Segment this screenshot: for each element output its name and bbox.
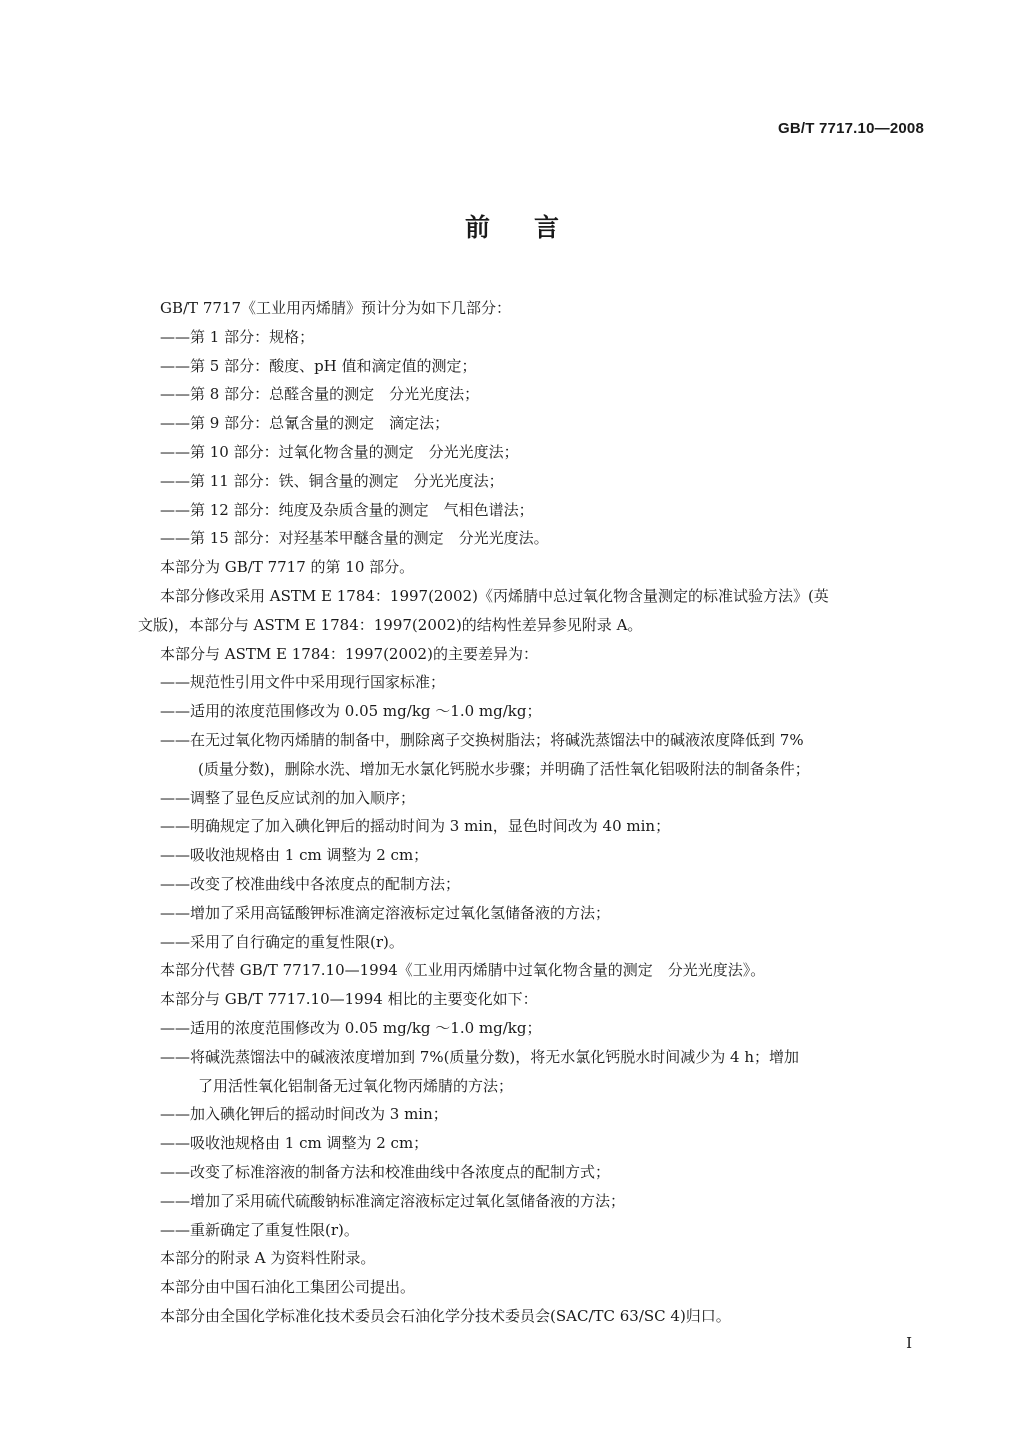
- list-item-line: ——增加了采用硫代硫酸钠标准滴定溶液标定过氧化氢储备液的方法；: [160, 1191, 626, 1210]
- list-item-line: ——将碱洗蒸馏法中的碱液浓度增加到 7%(质量分数)，将无水氯化钙脱水时间减少为 4 h；增加: [160, 1047, 800, 1066]
- paragraph-line: GB/T 7717《工业用丙烯腈》预计分为如下几部分：: [160, 299, 512, 317]
- list-item-line: ——第 5 部分：酸度、pH 值和滴定值的测定；: [160, 356, 477, 375]
- list-item-line: ——第 9 部分：总氰含量的测定 滴定法；: [160, 414, 450, 433]
- list-item-line: 了用活性氧化铝制备无过氧化物丙烯腈的方法；: [198, 1076, 514, 1095]
- list-item-line: ——第 11 部分：铁、铜含量的测定 分光光度法；: [160, 471, 504, 490]
- paragraph-line: 本部分修改采用 ASTM E 1784：1997(2002)《丙烯腈中总过氧化物含量测定的标准试验方法》(英: [160, 586, 829, 605]
- foreword-body: [138, 294, 938, 1331]
- list-item-line: ——在无过氧化物丙烯腈的制备中，删除离子交换树脂法；将碱洗蒸馏法中的碱液浓度降低到 7%: [160, 730, 804, 749]
- paragraph-line: 本部分的附录 A 为资料性附录。: [160, 1249, 376, 1268]
- list-item-line: ——明确规定了加入碘化钾后的摇动时间为 3 min，显色时间改为 40 min；: [160, 817, 671, 836]
- page-title: 前言: [464, 213, 603, 242]
- standard-code: GB/T 7717.10—2008: [778, 120, 924, 137]
- paragraph-line: 本部分代替 GB/T 7717.10—1994《工业用丙烯腈中过氧化物含量的测定 分光光度法》。: [160, 961, 766, 980]
- page-number: I: [906, 1334, 912, 1352]
- list-item-line: ——采用了自行确定的重复性限(r)。: [160, 932, 404, 951]
- list-item-line: ——改变了校准曲线中各浓度点的配制方法；: [160, 874, 461, 893]
- list-item-line: ——调整了显色反应试剂的加入顺序；: [160, 788, 416, 807]
- paragraph-line: 本部分为 GB/T 7717 的第 10 部分。: [160, 558, 415, 577]
- list-item-line: (质量分数)，删除水洗、增加无水氯化钙脱水步骤；并明确了活性氧化铝吸附法的制备条件；: [198, 759, 810, 778]
- list-item-line: ——适用的浓度范围修改为 0.05 mg/kg ～1.0 mg/kg；: [160, 702, 542, 721]
- paragraph-line: 本部分与 ASTM E 1784：1997(2002)的主要差异为：: [160, 644, 538, 663]
- list-item-line: ——第 1 部分：规格；: [160, 327, 315, 346]
- list-item-line: ——吸收池规格由 1 cm 调整为 2 cm；: [160, 846, 429, 865]
- list-item-line: ——重新确定了重复性限(r)。: [160, 1220, 359, 1239]
- list-item-line: ——适用的浓度范围修改为 0.05 mg/kg ～1.0 mg/kg；: [160, 1018, 542, 1037]
- list-item-line: ——规范性引用文件中采用现行国家标准；: [160, 673, 446, 692]
- list-item-line: ——第 10 部分：过氧化物含量的测定 分光光度法；: [160, 442, 519, 461]
- list-item-line: ——加入碘化钾后的摇动时间改为 3 min；: [160, 1105, 448, 1124]
- list-item-line: ——第 12 部分：纯度及杂质含量的测定 气相色谱法；: [160, 500, 534, 519]
- paragraph-line: 本部分由全国化学标准化技术委员会石油化学分技术委员会(SAC/TC 63/SC 4)归口。: [160, 1306, 731, 1325]
- list-item-line: ——第 8 部分：总醛含量的测定 分光光度法；: [160, 385, 480, 404]
- list-item-line: ——改变了标准溶液的制备方法和校准曲线中各浓度点的配制方式；: [160, 1162, 611, 1181]
- paragraph-line: 本部分由中国石油化工集团公司提出。: [160, 1278, 416, 1297]
- list-item-line: ——第 15 部分：对羟基苯甲醚含量的测定 分光光度法。: [160, 529, 549, 548]
- paragraph-line: 文版)，本部分与 ASTM E 1784：1997(2002)的结构性差异参见附录 A。: [138, 615, 643, 634]
- list-item-line: ——增加了采用高锰酸钾标准滴定溶液标定过氧化氢储备液的方法；: [160, 903, 611, 922]
- paragraph-line: 本部分与 GB/T 7717.10—1994 相比的主要变化如下：: [160, 990, 538, 1009]
- list-item-line: ——吸收池规格由 1 cm 调整为 2 cm；: [160, 1134, 429, 1153]
